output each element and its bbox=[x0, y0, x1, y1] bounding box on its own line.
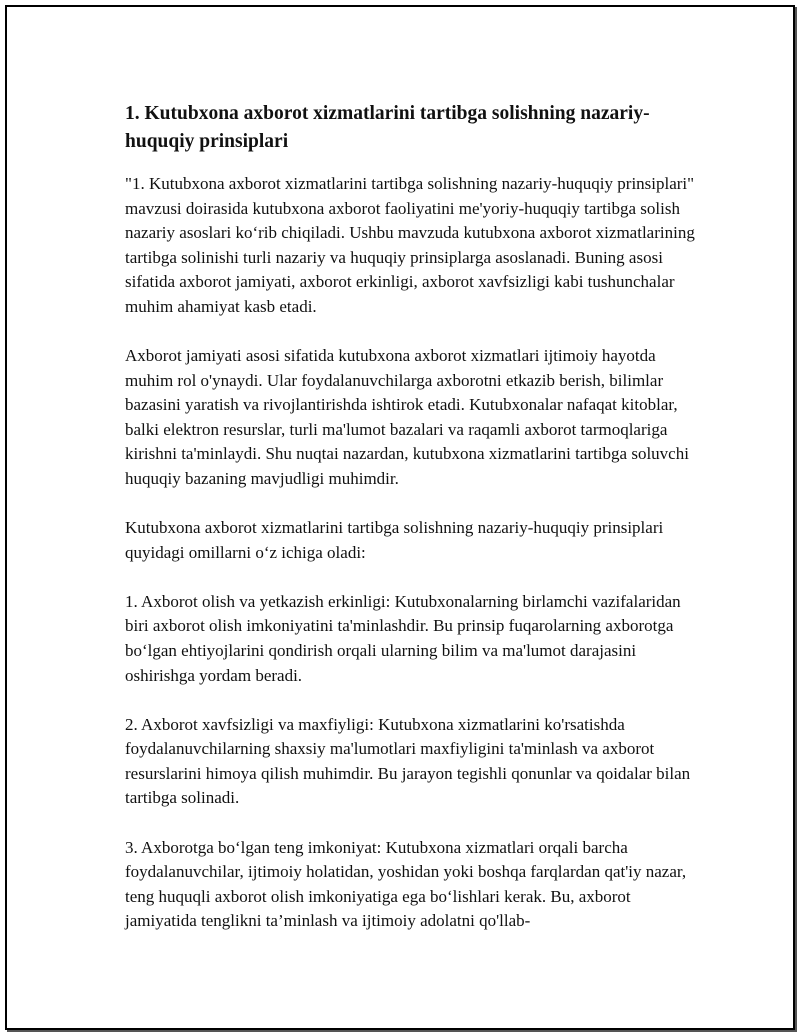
list-item-principle-1: 1. Axborot olish va yetkazish erkinligi: Kutubxonalarning birlamchi vazifalaridan biri axborot olish imkoniyatini ta'minlashdir. Bu prinsip fuqarolarning axborotga bo‘lgan ehtiyojlarini qondirish orqali ularning bilim va ma'lumot darajasini oshirishga yordam beradi. bbox=[125, 591, 681, 685]
paragraph-information-society: Axborot jamiyati asosi sifatida kutubxona axborot xizmatlari ijtimoiy hayotda muhim rol o'ynaydi. Ular foydalanuvchilarga axborotni etkazib berish, bilimlar bazasini yaratish va rivojlantirishda ishtirok etadi. Kutubxonalar nafaqat kitoblar, balki elektron resurslar, turli ma'lumot bazalari va raqamli axborot tarmoqlariga kirishni ta'minlaydi. Shu nuqtai nazardan, kutubxona xizmatlarini tartibga soluvchi huquqiy bazaning mavjudligi muhimdir. bbox=[125, 346, 689, 489]
list-item-principle-2: 2. Axborot xavfsizligi va maxfiyligi: Kutubxona xizmatlarini ko'rsatishda foydalanuvchilarning shaxsiy ma'lumotlari maxfiyligini ta'minlash va axborot resurslarini himoya qilish muhimdir. Bu jarayon tegishli qonunlar va qoidalar bilan tartibga solinadi. bbox=[125, 714, 691, 808]
list-item-principle-3: 3. Axborotga bo‘lgan teng imkoniyat: Kutubxona xizmatlari orqali barcha foydalanuvchilar, ijtimoiy holatidan, yoshidan yoki boshqa farqlardan qat'iy nazar, teng huquqli axborot olish imkoniyatiga ega bo‘lishlari kerak. Bu, axborot jamiyatida tenglikni ta’minlash va ijtimoiy adolatni qo'llab- bbox=[125, 837, 687, 931]
document-body bbox=[125, 100, 705, 958]
page-frame bbox=[5, 5, 795, 1030]
document-title: 1. Kutubxona axborot xizmatlarini tartibga solishning nazariy-huquqiy prinsiplari bbox=[125, 103, 650, 152]
paragraph-principles-intro: Kutubxona axborot xizmatlarini tartibga solishning nazariy-huquqiy prinsiplari quyidagi omillarni o‘z ichiga oladi: bbox=[125, 518, 664, 562]
paragraph-intro: "1. Kutubxona axborot xizmatlarini tartibga solishning nazariy-huquqiy prinsiplari" mavzusi doirasida kutubxona axborot faoliyatini me'yoriy-huquqiy tartibga solish nazariy asoslari ko‘rib chiqiladi. Ushbu mavzuda kutubxona axborot xizmatlarining tartibga solinishi turli nazariy va huquqiy prinsiplarga asoslanadi. Buning asosi sifatida axborot jamiyati, axborot erkinligi, axborot xavfsizligi kabi tushunchalar muhim ahamiyat kasb etadi. bbox=[125, 174, 695, 316]
